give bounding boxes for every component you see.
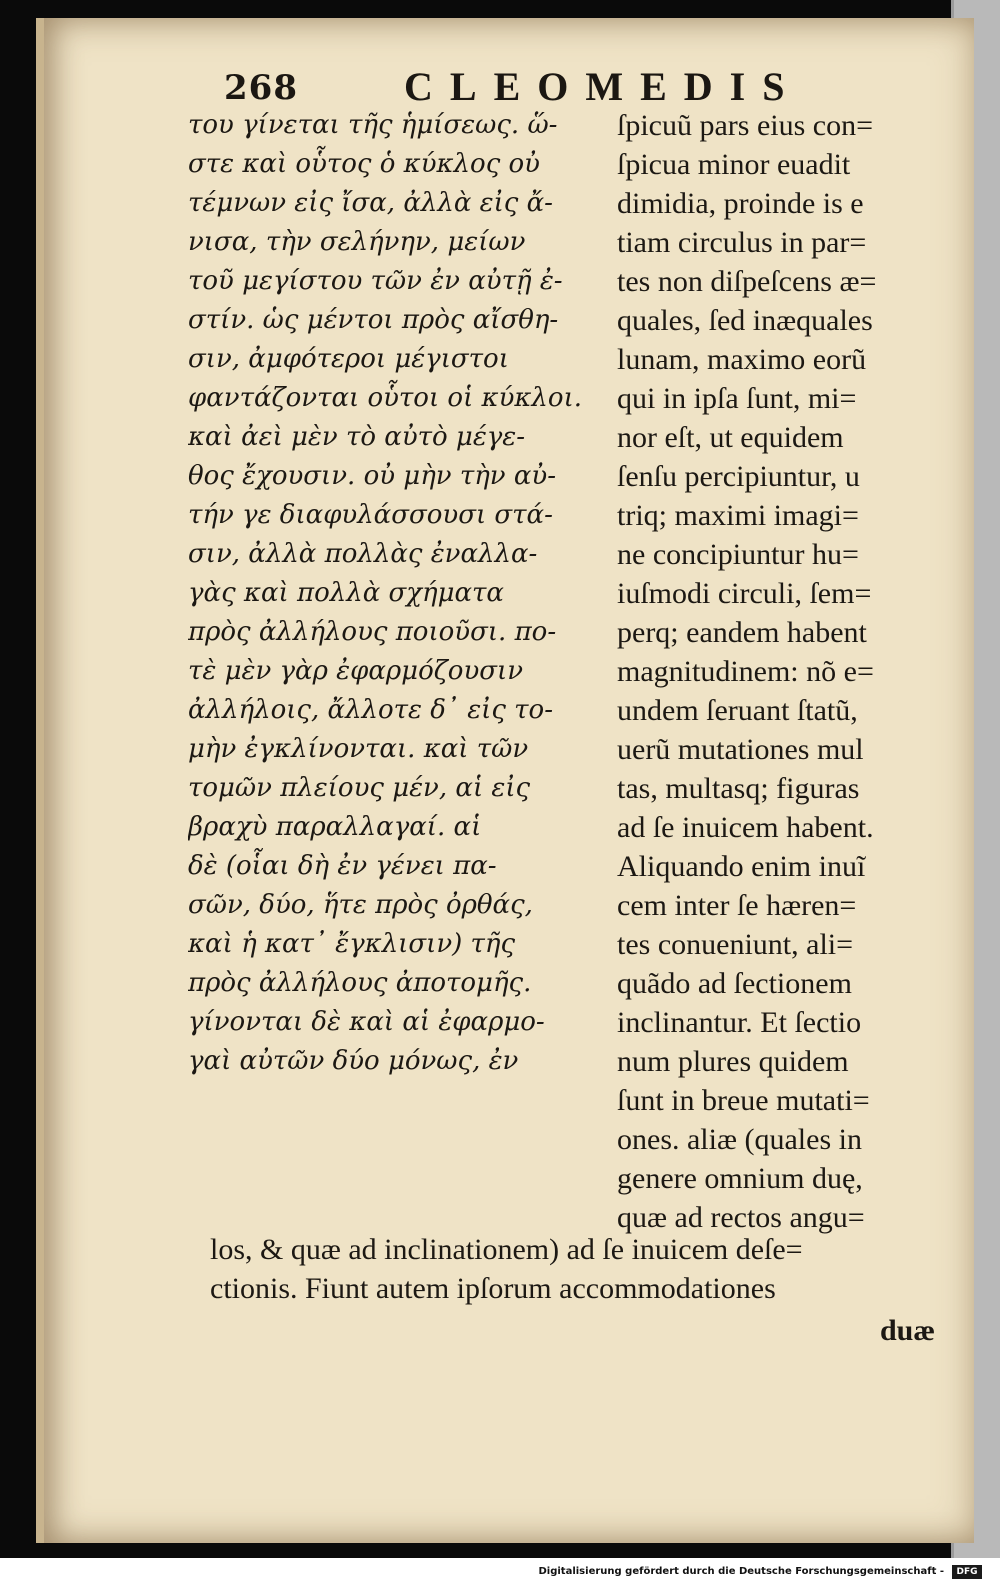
- latin-line: tes conueniunt, ali=: [617, 928, 854, 961]
- full-width-line: los, & quæ ad inclinationem) ad ſe inuicem deſe=: [210, 1233, 803, 1266]
- latin-line: lunam, maximo eorũ: [617, 343, 867, 376]
- latin-line: iuſmodi circuli, ſem=: [617, 577, 872, 610]
- greek-line: του γίνεται τῆς ἡμίσεως. ὥ-: [188, 110, 558, 140]
- greek-line: πρὸς ἀλλήλους ποιοῦσι. πο-: [188, 617, 557, 647]
- greek-line: στίν. ὡς μέντοι πρὸς αἴσθη-: [188, 305, 559, 335]
- latin-line: quãdo ad ſectionem: [617, 967, 852, 1000]
- latin-line: nor eſt, ut equidem: [617, 421, 844, 454]
- dfg-logo: DFG: [952, 1565, 982, 1579]
- latin-line: qui in ipſa ſunt, mi=: [617, 382, 857, 415]
- latin-line: genere omnium duę,: [617, 1162, 863, 1195]
- greek-line: σιν, ἀλλὰ πολλὰς ἐναλλα-: [188, 539, 538, 569]
- greek-line: γίνονται δὲ καὶ αἱ ἐφαρμο-: [188, 1007, 545, 1037]
- latin-line: quales, ſed inæquales: [617, 304, 873, 337]
- full-width-latin-text: [210, 1230, 930, 1308]
- greek-line: πρὸς ἀλλήλους ἀποτομῆς.: [188, 968, 532, 998]
- latin-line: ſpicua minor euadit: [617, 148, 851, 181]
- latin-line: tiam circulus in par=: [617, 226, 867, 259]
- greek-line: στε καὶ οὗτος ὁ κύκλος οὐ: [188, 149, 540, 179]
- greek-line: θος ἔχουσιν. οὐ μὴν τὴν αὐ-: [188, 461, 557, 491]
- latin-line: ſunt in breue mutati=: [617, 1084, 870, 1117]
- greek-line: σιν, ἀμφότεροι μέγιστοι: [188, 344, 509, 374]
- latin-line: tas, multasq; figuras: [617, 772, 860, 805]
- latin-line: tes non diſpeſcens æ=: [617, 265, 877, 298]
- greek-line: νισα, τὴν σελήνην, μείων: [188, 227, 526, 257]
- greek-text-column: [188, 106, 608, 1081]
- latin-line: ad ſe inuicem habent.: [617, 811, 874, 844]
- latin-line: undem ſeruant ſtatũ,: [617, 694, 858, 727]
- greek-line: τομῶν πλείους μέν, αἱ εἰς: [188, 773, 531, 803]
- greek-line: καὶ ἡ κατ᾽ ἔγκλισιν) τῆς: [188, 929, 516, 959]
- latin-line: ſenſu percipiuntur, u: [617, 460, 860, 493]
- latin-line: triq; maximi imagi=: [617, 499, 859, 532]
- greek-line: φαντάζονται οὗτοι οἱ κύκλοι.: [188, 383, 583, 413]
- greek-line: καὶ ἀεὶ μὲν τὸ αὐτὸ μέγε-: [188, 422, 526, 452]
- digitization-footer: [0, 1558, 1000, 1588]
- greek-line: γὰς καὶ πολλὰ σχήματα: [188, 578, 504, 608]
- greek-line: δὲ (οἷαι δὴ ἐν γένει πα-: [188, 851, 497, 881]
- greek-line: σῶν, δύο, ἥτε πρὸς ὀρθάς,: [188, 890, 533, 920]
- latin-line: dimidia, proinde is e: [617, 187, 864, 220]
- latin-line: ſpicuũ pars eius con=: [617, 109, 874, 142]
- page-number: 268: [224, 68, 298, 108]
- latin-line: num plures quidem: [617, 1045, 849, 1078]
- footer-credit: Digitalisierung gefördert durch die Deutsche Forschungsgemeinschaft -: [538, 1566, 944, 1577]
- latin-line: Aliquando enim inuĩ: [617, 850, 866, 883]
- greek-line: τήν γε διαφυλάσσουσι στά-: [188, 500, 553, 530]
- latin-line: cem inter ſe hæren=: [617, 889, 857, 922]
- latin-line: perq; eandem habent: [617, 616, 867, 649]
- latin-line: uerũ mutationes mul: [617, 733, 864, 766]
- greek-line: τὲ μὲν γὰρ ἐφαρμόζουσιν: [188, 656, 524, 686]
- catchword: duæ: [880, 1314, 936, 1347]
- full-width-line: ctionis. Fiunt autem ipſorum accommodationes: [210, 1272, 776, 1305]
- running-head: CLEOMEDIS: [404, 64, 802, 109]
- greek-line: ἀλλήλοις, ἄλλοτε δ᾽ εἰς το-: [188, 695, 553, 725]
- latin-line: ne concipiuntur hu=: [617, 538, 859, 571]
- greek-line: γαὶ αὐτῶν δύο μόνως, ἐν: [188, 1046, 519, 1076]
- greek-line: βραχὺ παραλλαγαί. αἱ: [188, 812, 482, 842]
- greek-line: τέμνων εἰς ἴσα, ἀλλὰ εἰς ἄ-: [188, 188, 553, 218]
- latin-line: magnitudinem: nõ e=: [617, 655, 874, 688]
- greek-line: μὴν ἐγκλίνονται. καὶ τῶν: [188, 734, 529, 764]
- greek-line: τοῦ μεγίστου τῶν ἐν αὐτῇ ἐ-: [188, 266, 563, 296]
- latin-line: ones. aliæ (quales in: [617, 1123, 862, 1156]
- latin-text-column: [617, 106, 917, 1237]
- latin-line: inclinantur. Et ſectio: [617, 1006, 862, 1039]
- latin-line: quæ ad rectos angu=: [617, 1201, 865, 1234]
